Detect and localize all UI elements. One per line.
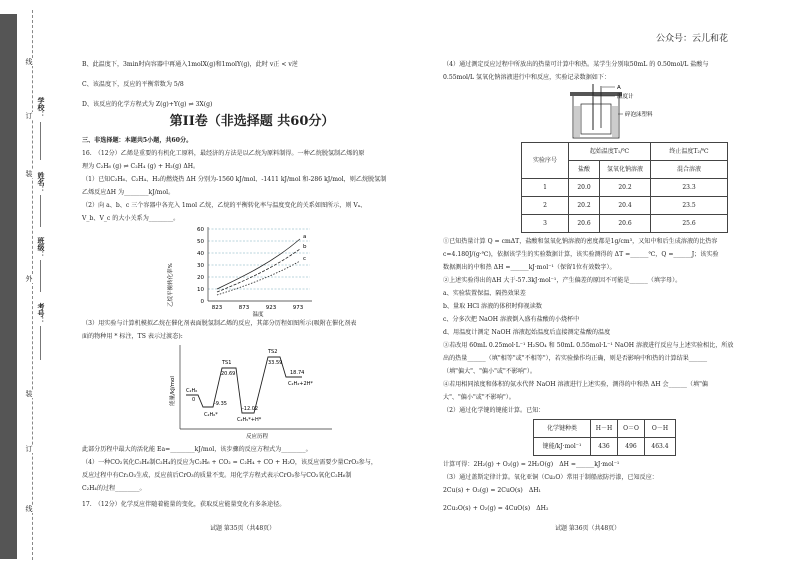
left-column <box>82 58 422 511</box>
class-field-line <box>40 260 41 292</box>
q16-line: （4）一种CO₂氧化C₂H₆制C₂H₄的反应为C₂H₆ + CO₂ = C₂H₄ + CO + H₂O，该反应需要少量CrO₃参与， <box>82 459 377 466</box>
chart1-gridlines <box>208 229 310 289</box>
curve-b-label: b <box>303 244 307 250</box>
table-header: O－H <box>645 420 676 438</box>
inner-beaker <box>581 104 611 134</box>
chart1-xlabel: 温度 <box>252 312 264 317</box>
q16-line: （1）已知C₂H₆、C₂H₄、H₂的燃烧热 ΔH 分别为-1560 kJ/mol、-1411 kJ/mol 和-286 kJ/mol，则乙烷脱氢制 <box>82 176 387 183</box>
energy-value: 20.69 <box>221 371 236 377</box>
question-line: 数据测出的中和热 ΔH =______kJ·mol⁻¹（保留1位有效数字）。 <box>443 264 616 271</box>
bond-energy-table <box>533 419 676 456</box>
chart1-yticks <box>197 227 205 305</box>
energy-value: 0 <box>192 397 196 403</box>
equation-line: 2Cu(s) + O₂(g) = 2CuO(s) ΔH₁ <box>443 487 541 494</box>
chart1-ytick: 60 <box>197 227 204 233</box>
lid <box>570 92 622 96</box>
curve-c <box>217 261 300 295</box>
question-line: ①已知热量计算 Q = cmΔT，盐酸和氢氧化钠溶液的密度都是1g/cm³，又知中和后生成溶液的比热容 <box>443 238 718 245</box>
table-header: 化学键种类 <box>534 420 591 438</box>
q16-line: 理为 C₂H₆ (g) ⇌ C₂H₄ (g) + H₂(g) ΔH。 <box>82 163 200 170</box>
chart2-ylabel: 能量/kJ/mol <box>170 376 176 406</box>
q17-line: 17. （12分）化学反应伴随着能量的变化，获取反应能量变化有多条途径。 <box>82 501 286 508</box>
school-field-label: 学校： <box>37 97 46 118</box>
table-row: 3 20.6 20.6 25.6 <box>522 215 728 233</box>
binding-gray-bar <box>0 14 17 559</box>
table-header: 实验序号 <box>522 143 569 179</box>
binding-label: 线 <box>25 58 33 66</box>
energy-profile-line <box>186 357 305 413</box>
page-footer-right: 试题 第36页（共48页） <box>555 525 621 532</box>
species-label: C₂H₄+2H* <box>288 381 313 387</box>
right-intro-line: （4）通过测定反应过程中所放出的热量可计算中和热。某学生分别取50mL 的 0.50mol/L 盐酸与 <box>443 61 709 68</box>
curve-b <box>217 249 300 292</box>
table-header: 盐酸 <box>569 161 600 179</box>
apparatus-label: A <box>617 85 621 91</box>
binding-label: 订 <box>25 445 33 453</box>
q16-line: 反应过程中有Cr₂O₃生成，反应前后CrO₃的质量不变。用化学方程式表示CrO₃参与CO₂氧化C₂H₆制 <box>82 472 352 479</box>
energy-profile-chart <box>82 343 422 443</box>
chart1-ytick: 0 <box>200 299 204 305</box>
species-label: C₂H₆ <box>186 388 198 394</box>
exam-number-field-line <box>40 326 41 360</box>
energy-value: 33.59 <box>268 360 283 366</box>
right-column <box>443 58 768 515</box>
table-header: O＝O <box>618 420 645 438</box>
table-row: 1 20.0 20.2 23.3 <box>522 179 728 197</box>
chart1-xtick: 923 <box>265 305 277 311</box>
binding-margin <box>0 0 44 566</box>
binding-label: 外 <box>25 275 33 283</box>
table-header: H－H <box>591 420 618 438</box>
question-line: 出的热量______（填"相等"或"不相等"），若实验操作均正确，则是否影响中和热的计算结果______ <box>443 355 708 362</box>
school-field-line <box>40 122 41 160</box>
option-line: b、量取 HCl 溶液的体积时仰视读数 <box>443 303 542 310</box>
chart1-ytick: 40 <box>197 251 204 257</box>
binding-label: 装 <box>25 390 33 398</box>
foam-left <box>574 106 580 137</box>
question-line: c=4.180J/(g·℃)，依据该学生的实验数据计算，该实验测得的 ΔT =______℃，Q =______J；该实验 <box>443 251 719 258</box>
curve-a-label: a <box>303 234 307 240</box>
binding-dashed-line <box>32 10 33 560</box>
species-label: C₂H₆* <box>204 412 218 418</box>
option-line: a、实验装置保温、隔热效果差 <box>443 290 526 297</box>
question-line: 计算可得：2H₂(g) + O₂(g) = 2H₂O(g) ΔH =______kJ·mol⁻¹ <box>443 461 620 468</box>
table-row: 键能/kJ·mol⁻¹ 436 496 463.4 <box>534 438 676 456</box>
species-label: TS1 <box>222 360 232 366</box>
name-field-label: 姓名： <box>37 172 46 193</box>
chart1-ytick: 10 <box>197 287 204 293</box>
section-subtitle: 三、非选择题：本题共5小题，共60分。 <box>82 137 193 144</box>
question-line: ③若改用 60mL 0.25mol·L⁻¹ H₂SO₄ 和 50mL 0.55mol·L⁻¹ NaOH 溶液进行反应与上述实验相比，所放 <box>443 342 734 349</box>
q16-line: V_b、V_c 的大小关系为________。 <box>82 215 180 222</box>
apparatus-label: 温度计 <box>617 94 634 100</box>
energy-value: -9.35 <box>214 401 227 407</box>
chart1-xtick: 823 <box>211 305 223 311</box>
table-row: 2 20.2 20.4 23.5 <box>522 197 728 215</box>
option-b: B、此温度下，3min时向容器中再通入1molX(g)和1molY(g)，此时 v正 < v逆 <box>82 61 298 68</box>
binding-label: 线 <box>25 505 33 513</box>
table-header: 氢氧化钠溶液 <box>600 161 651 179</box>
species-label: C₂H₅*+H* <box>237 417 262 423</box>
table-header: 起始温度T₁/℃ <box>569 143 651 161</box>
option-d: D、该反应的化学方程式为 Z(g)+Y(g) ⇌ 3X(g) <box>82 101 213 108</box>
chart1-ytick: 30 <box>197 263 204 269</box>
apparatus-label: 碎泡沫塑料 <box>625 112 653 118</box>
chart1-ytick: 20 <box>197 275 204 281</box>
account-header: 公众号：云儿和花 <box>655 34 728 44</box>
calorimeter-diagram <box>443 84 768 142</box>
q16-line: 16. （12分）乙烯是重要的有机化工原料，最经济的方法是以乙烷为原料制得。一种乙烷脱氢制乙烯的原 <box>82 150 365 157</box>
equation-line: 2Cu₂O(s) + O₂(g) = 4CuO(s) ΔH₂ <box>443 505 549 512</box>
question-line: ④若用相同浓度和体积的氨水代替 NaOH 溶液进行上述实验，测得的中和热 ΔH 会______（填"偏 <box>443 381 709 388</box>
q16-line: （2）向 a、b、c 三个容器中各充入 1mol 乙烷，乙烷的平衡转化率与温度变化的关系如图所示，则 Vₐ、 <box>82 202 367 209</box>
question-line: 大"、"偏小"或"不影响"）。 <box>443 394 515 401</box>
question-line: （填"偏大"、"偏小"或"不影响"）。 <box>443 368 536 375</box>
foam-right <box>612 106 618 137</box>
curve-a <box>217 239 300 289</box>
option-line: c、分多次把 NaOH 溶液倒入盛有盐酸的小烧杯中 <box>443 316 580 323</box>
conversion-chart <box>82 225 422 317</box>
table-header: 混合溶液 <box>651 161 728 179</box>
name-field-line <box>40 195 41 227</box>
curve-c-label: c <box>303 256 307 262</box>
q16-line: 面的物种用 * 标注，TS 表示过渡态): <box>82 333 183 340</box>
exam-number-field-label: 考号： <box>37 303 46 324</box>
section-title: 第II卷（非选择题 共60分） <box>169 114 335 129</box>
energy-value: -12.02 <box>242 406 259 412</box>
temperature-table <box>521 142 728 233</box>
right-intro-line: 0.55mol/L 氢氧化钠溶液进行中和反应，实验记录数据如下： <box>443 74 611 81</box>
chart1-xtick: 873 <box>238 305 250 311</box>
energy-value: 18.74 <box>290 370 305 376</box>
q16-line: 乙烯反应ΔH 为________kJ/mol。 <box>82 189 175 196</box>
option-c: C、该温度下，反应的平衡常数为 5/8 <box>82 81 184 88</box>
question-line: （2）通过化学键的键能计算。已知： <box>443 407 545 414</box>
class-field-label: 班级： <box>37 237 46 258</box>
q16-line: C₂H₄的过程________。 <box>82 485 146 492</box>
page-footer-left: 试题 第35页（共48页） <box>210 525 276 532</box>
binding-label: 装 <box>25 170 33 178</box>
chart2-xlabel: 反应历程 <box>245 434 269 440</box>
species-label: TS2 <box>268 349 278 355</box>
binding-label: 订 <box>25 112 33 120</box>
chart1-xtick: 973 <box>292 305 304 311</box>
option-line: d、用温度计测定 NaOH 溶液起始温度后直接测定盐酸的温度 <box>443 329 611 336</box>
question-line: （3）通过盖斯定律计算。氧化亚铜（Cu₂O）常用于制船底防污漆，已知反应： <box>443 474 658 481</box>
table-header: 终止温度T₂/℃ <box>651 143 728 161</box>
question-line: ②上述实验得出的ΔH 大于-57.3kJ·mol⁻¹，产生偏差的原因不可能是______（填字母）。 <box>443 277 682 284</box>
chart1-ylabel: 乙烷平衡转化率% <box>168 263 174 307</box>
q16-line: （3）用实验与计算机模拟乙烷在催化剂表面脱氢制乙烯的反应，其部分历程如图所示(吸附在催化剂表 <box>82 320 357 327</box>
chart1-ytick: 50 <box>197 239 204 245</box>
q16-line: 此部分历程中最大的活化能 Ea=________kJ/mol，该步骤的反应方程式为________。 <box>82 446 312 453</box>
